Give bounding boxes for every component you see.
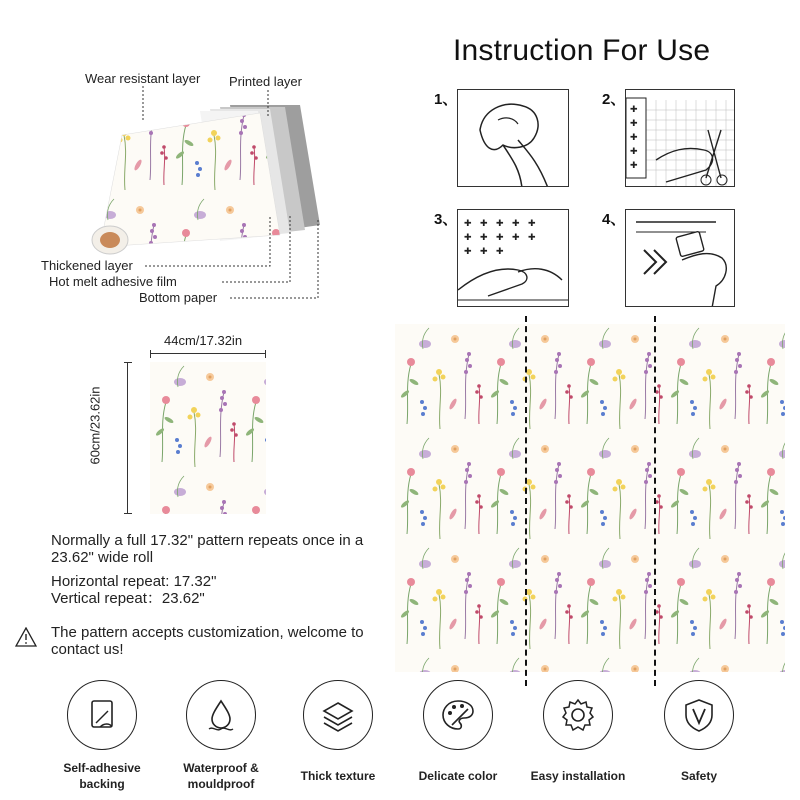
svg-text:✚: ✚ [480,233,488,243]
peel-backing-icon [458,210,569,307]
self-adhesive-icon [67,680,137,750]
step-3-number: 3、 [434,211,458,228]
feature-label-thick-texture: Thick texture [300,769,376,783]
smooth-apply-icon [626,210,735,307]
step-4-number: 4、 [602,211,626,228]
width-dimension-line [150,350,266,358]
wipe-wall-icon [458,90,569,187]
svg-text:✚: ✚ [496,247,504,257]
feature-label-delicate-color: Delicate color [418,769,498,783]
repeat-note: Normally a full 17.32" pattern repeats once in a 23.62" wide roll [51,532,364,566]
svg-text:✚: ✚ [630,133,638,143]
svg-text:✚: ✚ [512,219,520,229]
customization-note: The pattern accepts customization, welcome to contact us! [51,624,364,658]
warning-icon [15,627,37,647]
svg-text:✚: ✚ [512,233,520,243]
label-thickened-layer: Thickened layer [41,258,133,273]
svg-text:✚: ✚ [630,105,638,115]
svg-text:✚: ✚ [464,219,472,229]
waterproof-icon [186,680,256,750]
step-3-image [457,209,569,307]
width-label: 44cm/17.32in [164,333,243,348]
panel-seam-2 [654,316,656,686]
label-wear-layer: Wear resistant layer [85,71,201,86]
height-label: 60cm/23.62in [87,386,103,465]
svg-text:✚: ✚ [464,233,472,243]
cut-paper-icon [626,90,735,187]
svg-text:✚: ✚ [528,233,536,243]
svg-text:✚: ✚ [496,219,504,229]
svg-text:✚: ✚ [630,119,638,129]
feature-label-safety: Safety [680,769,718,783]
feature-label-easy-installation: Easy installation [530,769,626,783]
svg-text:✚: ✚ [480,247,488,257]
step-4-image [625,209,735,307]
svg-text:✚: ✚ [480,219,488,229]
svg-text:✚: ✚ [528,219,536,229]
step-2-number: 2、 [602,91,626,108]
pattern-sample [150,362,266,514]
instructions-title: Instruction For Use [453,34,711,67]
vertical-repeat: Vertical repeat：23.62" [51,590,205,607]
step-1-number: 1、 [434,91,458,108]
svg-text:✚: ✚ [464,247,472,257]
svg-text:✚: ✚ [630,147,638,157]
layers-icon [303,680,373,750]
label-hotmelt-layer: Hot melt adhesive film [49,274,177,289]
shield-icon [664,680,734,750]
step-1-image [457,89,569,187]
panel-seam-1 [525,316,527,686]
height-dimension-line [124,362,132,514]
feature-label-waterproof: Waterproof & mouldproof [183,761,259,791]
label-bottom-paper: Bottom paper [139,290,218,305]
wall-pattern-display [395,324,785,672]
label-printed-layer: Printed layer [229,74,302,89]
palette-icon [423,680,493,750]
layer-leader-lines [0,0,340,310]
gear-icon [543,680,613,750]
svg-text:✚: ✚ [630,161,638,171]
feature-label-self-adhesive: Self-adhesive backing [63,761,141,791]
step-2-image [625,89,735,187]
horizontal-repeat: Horizontal repeat: 17.32" [51,573,217,590]
svg-text:✚: ✚ [496,233,504,243]
